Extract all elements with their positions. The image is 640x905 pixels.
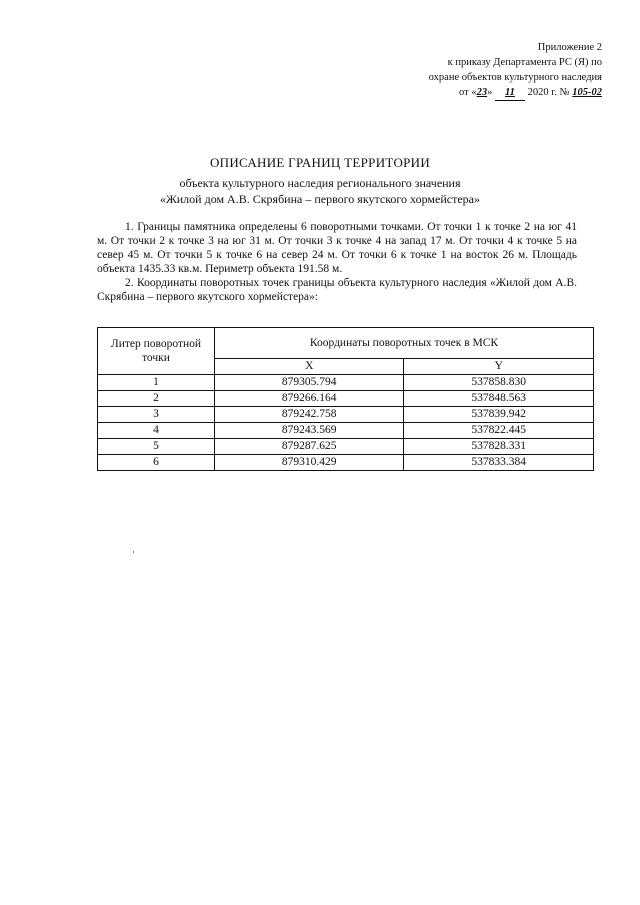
table-row — [98, 391, 594, 407]
cell-x: 879305.794 — [215, 375, 404, 391]
cell-y: 537822.445 — [404, 423, 594, 439]
appendix-label: Приложение 2 — [537, 42, 602, 53]
date-month: 11 — [495, 85, 525, 101]
document-heading — [0, 155, 640, 207]
cell-point: 1 — [98, 375, 215, 391]
appendix-order-ref: к приказу Департамента РС (Я) по — [447, 57, 602, 68]
date-day: 23 — [476, 87, 488, 98]
table-row — [98, 439, 594, 455]
appendix-header — [429, 40, 602, 101]
column-header-liter: Литер поворотной точки — [98, 328, 215, 375]
cell-y: 537828.331 — [404, 439, 594, 455]
cell-point: 2 — [98, 391, 215, 407]
order-number: 105-02 — [572, 87, 602, 98]
cell-x: 879266.164 — [215, 391, 404, 407]
cell-x: 879243.569 — [215, 423, 404, 439]
cell-point: 3 — [98, 407, 215, 423]
column-header-y: Y — [404, 359, 594, 375]
date-year-no: 2020 г. № — [527, 87, 570, 98]
table-row — [98, 407, 594, 423]
document-subtitle-1: объекта культурного наследия регионального значения — [179, 176, 461, 190]
appendix-date-line — [429, 85, 602, 101]
table-row — [98, 423, 594, 439]
cell-point: 5 — [98, 439, 215, 455]
table-row — [98, 375, 594, 391]
document-subtitle-2: «Жилой дом А.В. Скрябина – первого якутского хормейстера» — [160, 192, 480, 206]
paragraph-boundaries: 1. Границы памятника определены 6 поворотными точками. От точки 1 к точке 2 на юг 41 м. От точки 2 к точке 3 на юг 31 м. От точки 3 к точке 4 на запад 17 м. От точки 4 к точке 5 на север 45 м. От точки 5 к точке 6 на север 24 м. От точки 6 к точке 1 на восток 26 м. Площадь объекта 1435.33 кв.м. Периметр объекта 191.58 м. — [97, 221, 577, 275]
table-row — [98, 455, 594, 471]
cell-x: 879310.429 — [215, 455, 404, 471]
cell-y: 537833.384 — [404, 455, 594, 471]
cell-y: 537858.830 — [404, 375, 594, 391]
date-sep: » — [487, 87, 493, 98]
cell-point: 6 — [98, 455, 215, 471]
cell-y: 537839.942 — [404, 407, 594, 423]
column-header-coordinates: Координаты поворотных точек в МСК — [215, 328, 594, 359]
coordinates-table — [97, 327, 594, 471]
paragraph-coordinates-intro: 2. Координаты поворотных точек границы объекта культурного наследия «Жилой дом А.В. Скрябина – первого якутского хормейстера»: — [97, 277, 577, 303]
table-header-row — [98, 328, 594, 359]
date-prefix: от « — [459, 87, 477, 98]
cell-point: 4 — [98, 423, 215, 439]
appendix-department: охране объектов культурного наследия — [428, 72, 602, 83]
cell-x: 879287.625 — [215, 439, 404, 455]
document-body — [97, 220, 577, 304]
document-title: ОПИСАНИЕ ГРАНИЦ ТЕРРИТОРИИ — [209, 155, 431, 170]
column-header-x: X — [215, 359, 404, 375]
cell-y: 537848.563 — [404, 391, 594, 407]
scan-speck — [133, 551, 134, 553]
cell-x: 879242.758 — [215, 407, 404, 423]
